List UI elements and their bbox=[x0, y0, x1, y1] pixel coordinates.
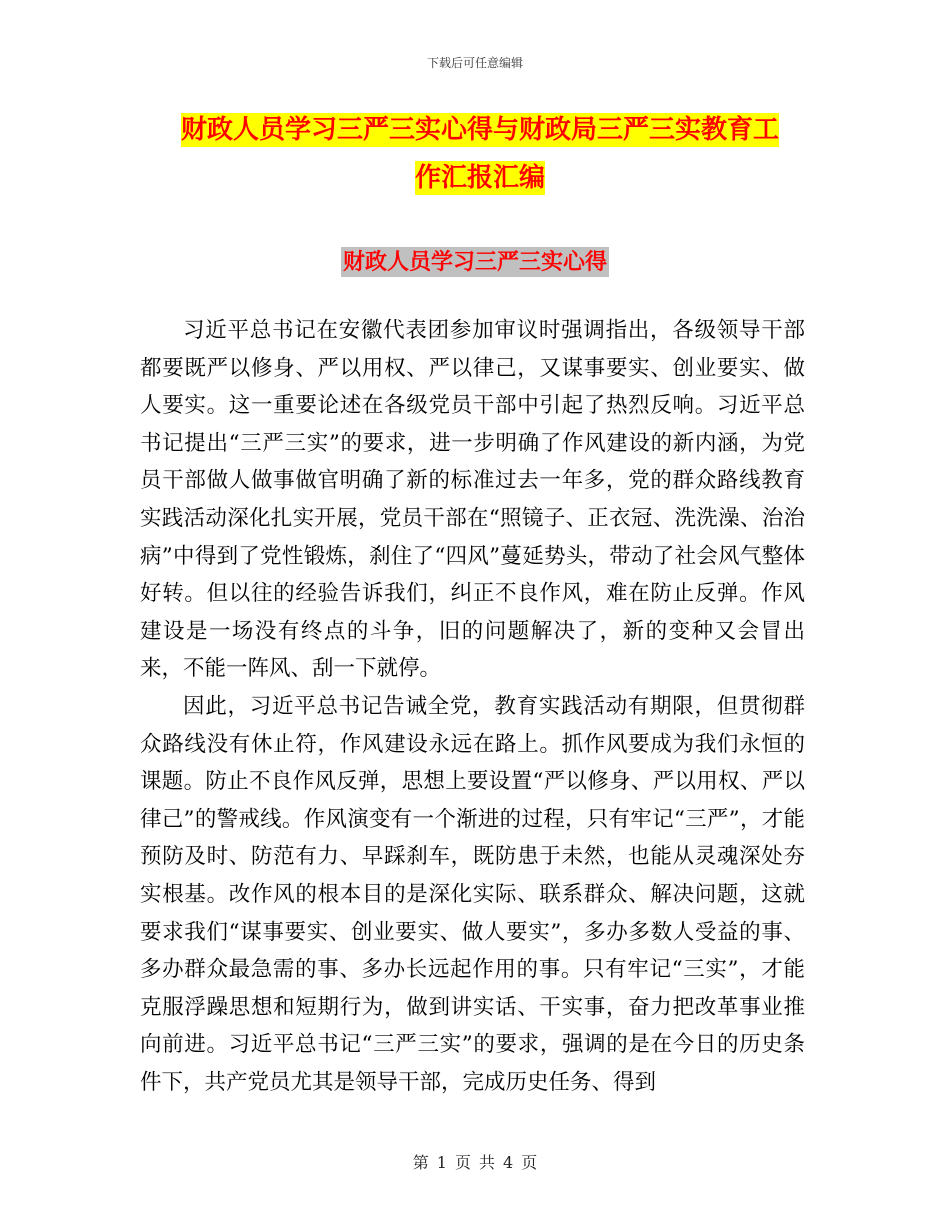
footer-suffix: 页 bbox=[521, 1153, 538, 1172]
footer-page-word: 页 bbox=[454, 1153, 471, 1172]
document-title-line-2: 作汇报汇编 bbox=[414, 163, 545, 193]
body-text bbox=[140, 312, 805, 1101]
paragraph-2: 因此，习近平总书记告诫全党，教育实践活动有期限，但贯彻群众路线没有休止符，作风建设永远在路上。抓作风要成为我们永恒的课题。防止不良作风反弹，思想上要设置“严以修身、严以用权、严以律己”的警戒线。作风演变有一个渐进的过程，只有牢记“三严”，才能预防及时、防范有力、早踩刹车，既防患于未然，也能从灵魂深处夯实根基。改作风的根本目的是深化实际、联系群众、解决问题，这就要求我们“谋事要实、创业要实、做人要实”，多办多数人受益的事、多办群众最急需的事、多办长远起作用的事。只有牢记“三实”，才能克服浮躁思想和短期行为，做到讲实话、干实事，奋力把改革事业推向前进。习近平总书记“三严三实”的要求，强调的是在今日的历史条件下，共产党员尤其是领导干部，完成历史任务、得到 bbox=[140, 693, 805, 1095]
paragraph-1: 习近平总书记在安徽代表团参加审议时强调指出，各级领导干部都要既严以修身、严以用权、严以律己，又谋事要实、创业要实、做人要实。这一重要论述在各级党员干部中引起了热烈反响。习近平总书记提出“三严三实”的要求，进一步明确了作风建设的新内涵，为党员干部做人做事做官明确了新的标准过去一年多，党的群众路线教育实践活动深化扎实开展，党员干部在“照镜子、正衣冠、洗洗澡、治治病”中得到了党性锻炼，刹住了“四风”蔓延势头，带动了社会风气整体好转。但以往的经验告诉我们，纠正不良作风，难在防止反弹。作风建设是一场没有终点的斗争，旧的问题解决了，新的变种又会冒出来，不能一阵风、刮一下就停。 bbox=[140, 318, 805, 682]
footer-total-word: 共 bbox=[479, 1153, 496, 1172]
footer-prefix: 第 bbox=[412, 1153, 429, 1172]
header-note: 下载后可任意编辑 bbox=[426, 56, 523, 70]
document-title bbox=[140, 106, 820, 202]
document-title-line-1: 财政人员学习三严三实心得与财政局三严三实教育工 bbox=[180, 115, 779, 145]
footer-total-pages: 4 bbox=[503, 1153, 514, 1172]
section-heading-text: 财政人员学习三严三实心得 bbox=[342, 249, 607, 275]
footer-page-number: 1 bbox=[436, 1153, 447, 1172]
page-footer bbox=[0, 1152, 950, 1174]
section-heading bbox=[0, 242, 950, 282]
